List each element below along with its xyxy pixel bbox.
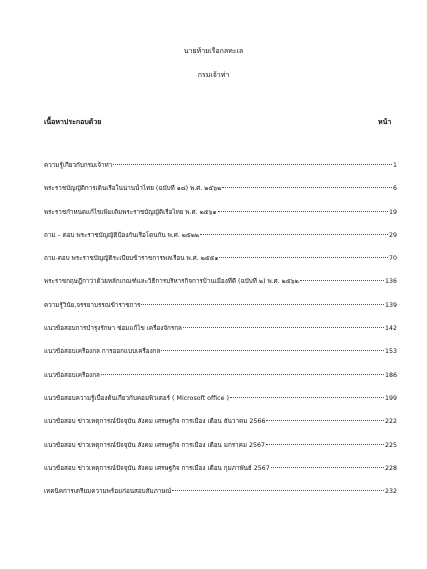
toc-entry-title: แนวข้อสอบการบำรุงรักษา ซ่อมแก้ไข เครื่องจักรกล bbox=[44, 325, 182, 333]
toc-leader-dots bbox=[113, 164, 392, 165]
toc-entry-page: 19 bbox=[388, 208, 397, 216]
toc-leader-dots bbox=[200, 234, 388, 235]
toc-entry-title: ความรู้วินัย,จรรยาบรรณข้าราชการ bbox=[44, 301, 141, 309]
toc-entry[interactable] bbox=[44, 277, 397, 300]
toc-entry-page: 29 bbox=[388, 231, 397, 239]
document-title: นายท้ายเรือกลทะเล bbox=[183, 47, 244, 55]
table-of-contents bbox=[44, 161, 397, 510]
contents-heading: เนื้อหาประกอบด้วย bbox=[44, 118, 102, 126]
toc-entry-page: 6 bbox=[392, 185, 397, 193]
toc-entry-title: แนวข้อสอบ ข่าวเหตุการณ์ปัจจุบัน สังคม เศรษฐกิจ การเมือง เดือน กุมภาพันธ์ 2567 bbox=[44, 464, 270, 472]
toc-leader-dots bbox=[172, 490, 384, 491]
toc-entry-page: 186 bbox=[384, 371, 397, 379]
toc-entry-page: 232 bbox=[384, 488, 397, 496]
toc-entry-page: 228 bbox=[384, 464, 397, 472]
toc-leader-dots bbox=[218, 211, 388, 212]
toc-entry-page: 142 bbox=[384, 325, 397, 333]
toc-entry-title: พระราชกำหนดแก้ไขเพิ่มเติมพระราชบัญญัติเรือไทย พ.ศ. ๒๕๖๑ bbox=[44, 208, 217, 216]
toc-entry[interactable] bbox=[44, 161, 397, 184]
toc-entry-title: แนวข้อสอบ ข่าวเหตุการณ์ปัจจุบัน สังคม เศรษฐกิจ การเมือง เดือน ธันวาคม 2566 bbox=[44, 418, 266, 426]
toc-leader-dots bbox=[101, 374, 384, 375]
toc-entry[interactable] bbox=[44, 441, 397, 464]
toc-leader-dots bbox=[222, 187, 392, 188]
toc-entry[interactable] bbox=[44, 347, 397, 370]
toc-leader-dots bbox=[300, 280, 384, 281]
toc-entry-page: 225 bbox=[384, 441, 397, 449]
toc-entry[interactable] bbox=[44, 231, 397, 254]
toc-entry-page: 70 bbox=[388, 255, 397, 263]
toc-entry-title: แนวข้อสอบ ข่าวเหตุการณ์ปัจจุบัน สังคม เศรษฐกิจ การเมือง เดือน มกราคม 2567 bbox=[44, 441, 266, 449]
toc-entry-page: 199 bbox=[384, 394, 397, 402]
toc-entry-title: แนวข้อสอบเครื่องกล bbox=[44, 371, 100, 379]
toc-entry-page: 1 bbox=[392, 162, 397, 169]
toc-entry[interactable] bbox=[44, 184, 397, 207]
toc-entry[interactable] bbox=[44, 371, 397, 394]
toc-leader-dots bbox=[219, 257, 388, 258]
toc-entry[interactable] bbox=[44, 301, 397, 324]
toc-entry-page: 139 bbox=[384, 301, 397, 309]
toc-entry[interactable] bbox=[44, 254, 397, 277]
toc-entry[interactable] bbox=[44, 417, 397, 440]
toc-entry[interactable] bbox=[44, 464, 397, 487]
toc-entry-title: แนวข้อสอบความรู้เบื้องต้นเกี่ยวกับคอมพิวเตอร์ ( Microsoft office ) bbox=[44, 394, 229, 402]
toc-leader-dots bbox=[141, 304, 384, 305]
toc-leader-dots bbox=[266, 420, 384, 421]
toc-leader-dots bbox=[183, 327, 384, 328]
toc-entry[interactable] bbox=[44, 208, 397, 231]
toc-entry-title: ถาม-ตอบ พระราชบัญญัติระเบียบข้าราชการพลเรือน พ.ศ. ๒๕๕๑ bbox=[44, 255, 219, 263]
toc-entry[interactable] bbox=[44, 324, 397, 347]
toc-entry-page: 153 bbox=[384, 348, 397, 356]
toc-leader-dots bbox=[230, 397, 384, 398]
page-column-heading: หน้า bbox=[378, 118, 392, 126]
toc-entry-title: พระราชกฤษฎีกาว่าด้วยหลักเกณฑ์และวิธีการบริหารกิจการบ้านเมืองที่ดี (ฉบับที่ ๒) พ.ศ. ๒๕๖๒ bbox=[44, 278, 299, 286]
toc-leader-dots bbox=[161, 350, 384, 351]
toc-entry[interactable] bbox=[44, 394, 397, 417]
toc-entry-page: 136 bbox=[384, 278, 397, 286]
toc-entry-title: ความรู้เกี่ยวกับกรมเจ้าท่า bbox=[44, 162, 113, 169]
document-subtitle: กรมเจ้าท่า bbox=[197, 71, 230, 79]
toc-leader-dots bbox=[271, 467, 384, 468]
toc-entry-title: พระราชบัญญัติการเดินเรือในน่านน้ำไทย (ฉบับที่ ๑๘) พ.ศ. ๒๕๖๒ bbox=[44, 185, 222, 193]
toc-leader-dots bbox=[266, 444, 384, 445]
toc-entry-title: แนวข้อสอบเครื่องกล การออกแบบเครื่องกล bbox=[44, 348, 161, 356]
toc-entry-title: ถาม – ตอบ พระราชบัญญัติป้องกันเรือโดนกัน พ.ศ. ๒๕๒๒ bbox=[44, 231, 199, 239]
toc-entry-title: เทคนิคการเตรียมความพร้อมก่อนสอบสัมภาษณ์ bbox=[44, 488, 172, 496]
toc-entry[interactable] bbox=[44, 487, 397, 510]
toc-entry-page: 222 bbox=[384, 418, 397, 426]
